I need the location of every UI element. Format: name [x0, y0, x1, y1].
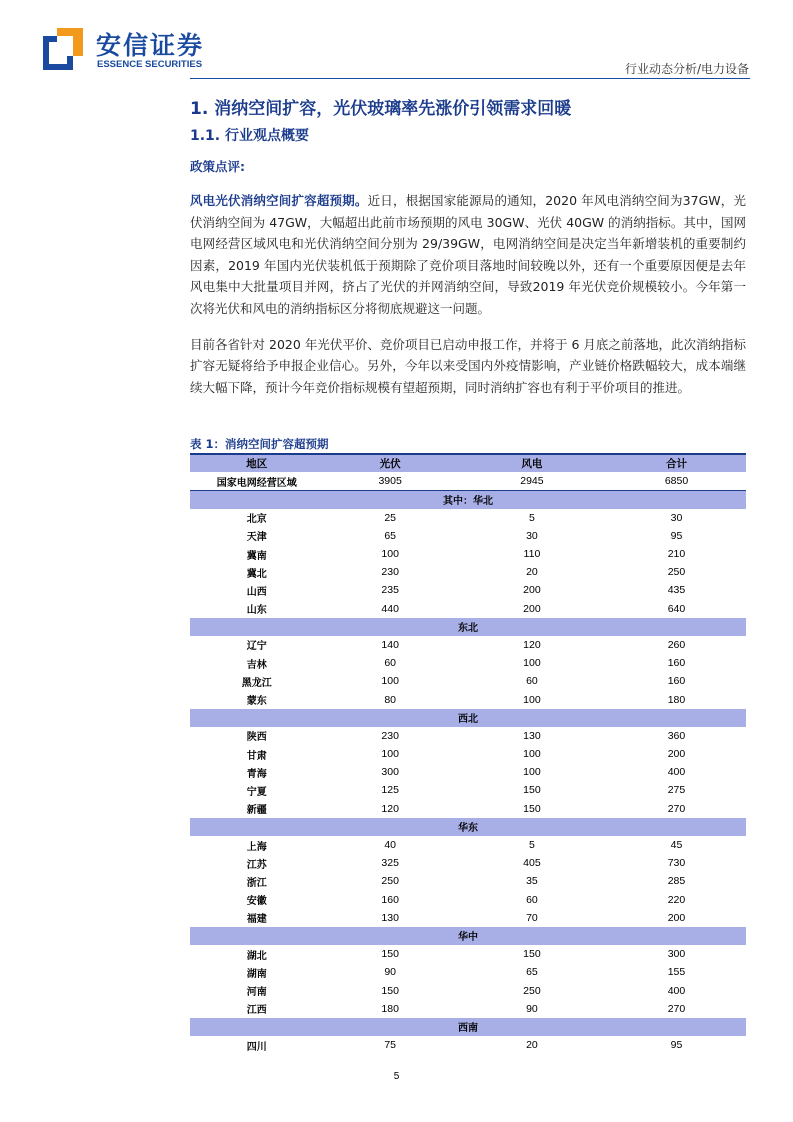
row-region: 江西 [246, 1005, 267, 1017]
row-region: 宁夏 [246, 786, 267, 798]
row-value: 200 [523, 584, 541, 597]
table-group-row [190, 709, 746, 727]
row-region: 冀北 [246, 568, 267, 580]
row-region: 甘肃 [246, 750, 267, 762]
header-region: 地区 [190, 454, 323, 472]
row-value: 75 [384, 1039, 396, 1052]
table-row [190, 1036, 746, 1054]
row-region: 安徽 [246, 896, 267, 908]
row-value: 250 [523, 984, 541, 997]
row-value: 80 [384, 693, 396, 706]
row-value: 160 [381, 893, 399, 906]
row-value: 90 [384, 966, 396, 979]
table-group-row [190, 618, 746, 636]
logo-icon [43, 28, 83, 70]
table-row [190, 781, 746, 799]
consumption-table [190, 453, 746, 1054]
row-value: 20 [526, 1039, 538, 1052]
row-value: 160 [667, 675, 686, 688]
table-row [190, 763, 746, 781]
row-value: 70 [526, 911, 538, 924]
report-category: 行业动态分析/电力设备 [624, 62, 749, 76]
row-value: 20 [526, 566, 538, 579]
table-row [190, 854, 746, 872]
row-value: 285 [667, 875, 686, 888]
row-region: 青海 [246, 768, 267, 780]
row-value: 300 [381, 766, 399, 779]
table-row-total [190, 472, 746, 490]
row-value: 120 [381, 802, 399, 815]
row-value: 100 [381, 748, 399, 761]
row-value: 730 [667, 857, 686, 870]
header-wind: 风电 [457, 454, 607, 472]
policy-comment-heading: 政策点评: [190, 159, 245, 174]
row-value: 60 [384, 657, 396, 670]
row-value: 30 [526, 529, 538, 542]
row-value: 360 [667, 729, 686, 742]
row-value: 150 [523, 784, 541, 797]
main-content [190, 97, 746, 398]
group-name: 西南 [190, 1018, 746, 1036]
row-value: 60 [526, 675, 538, 688]
row-value: 155 [667, 966, 686, 979]
row-region: 上海 [246, 841, 267, 853]
row-region: 北京 [246, 514, 267, 526]
table-row [190, 672, 746, 690]
row-value: 400 [667, 984, 686, 997]
header-divider [190, 78, 750, 79]
table-row [190, 963, 746, 981]
row-value: 160 [667, 657, 686, 670]
row-value: 100 [523, 766, 541, 779]
row-value: 110 [523, 548, 541, 561]
row-value: 230 [381, 566, 399, 579]
group-name: 东北 [190, 618, 746, 636]
row-value: 300 [667, 948, 686, 961]
row-region: 湖南 [246, 968, 267, 980]
row-value: 65 [526, 966, 538, 979]
table-row [190, 600, 746, 618]
row-value: 2945 [457, 472, 607, 490]
page-number: 5 [393, 1071, 400, 1082]
row-region: 吉林 [246, 659, 267, 671]
row-value: 180 [667, 693, 686, 706]
table-row [190, 1000, 746, 1018]
row-value: 270 [667, 802, 686, 815]
row-value: 100 [381, 548, 399, 561]
row-value: 35 [526, 875, 538, 888]
table-row [190, 800, 746, 818]
row-value: 30 [670, 511, 683, 524]
row-region: 福建 [246, 914, 267, 926]
subsection-heading: 1.1. 行业观点概要 [190, 128, 309, 144]
row-value: 235 [381, 584, 399, 597]
row-value: 200 [667, 911, 686, 924]
table-group-row [190, 1018, 746, 1036]
row-value: 435 [667, 584, 686, 597]
header-total: 合计 [607, 454, 746, 472]
group-name: 华东 [190, 818, 746, 836]
group-name: 其中：华北 [190, 490, 746, 508]
row-value: 100 [523, 657, 541, 670]
logo-text-en: ESSENCE SECURITIES [97, 59, 203, 70]
table-row [190, 690, 746, 708]
row-value: 200 [667, 748, 686, 761]
row-value: 150 [523, 802, 541, 815]
group-name: 西北 [190, 709, 746, 727]
row-region: 冀南 [246, 550, 267, 562]
row-region: 湖北 [246, 950, 267, 962]
row-value: 150 [381, 948, 399, 961]
row-value: 60 [526, 893, 538, 906]
row-value: 440 [381, 602, 399, 615]
table-row [190, 563, 746, 581]
row-region: 浙江 [246, 877, 267, 889]
table-row [190, 581, 746, 599]
row-value: 95 [670, 529, 683, 542]
table-row [190, 654, 746, 672]
row-value: 100 [523, 748, 541, 761]
section-heading: 1. 消纳空间扩容，光伏玻璃率先涨价引领需求回暖 [190, 99, 572, 119]
row-region: 新疆 [246, 805, 267, 817]
table-row [190, 909, 746, 927]
row-value: 25 [384, 511, 396, 524]
table-row [190, 636, 746, 654]
table-row [190, 836, 746, 854]
table-title: 表 1：消纳空间扩容超预期 [190, 437, 329, 451]
row-region: 山西 [246, 586, 267, 598]
paragraph-1-highlight: 风电光伏消纳空间扩容超预期。 [190, 193, 368, 208]
row-region: 河南 [246, 987, 267, 999]
row-value: 100 [381, 675, 399, 688]
logo-text-cn: 安信证券 [96, 31, 205, 60]
row-region: 天津 [246, 532, 267, 544]
row-value: 140 [381, 638, 399, 651]
row-region: 江苏 [246, 859, 267, 871]
table-row [190, 527, 746, 545]
row-region: 辽宁 [246, 641, 267, 653]
page-header [0, 0, 793, 80]
paragraph-1-body: 近日，根据国家能源局的通知，2020 年风电消纳空间为37GW，光伏消纳空间为 47GW，大幅超出此前市场预期的风电 30GW、光伏 40GW 的消纳指标。其中，国网电网经营区域风电和光伏消纳空间分别为 29/39GW，电网消纳空间是决定当年新增装机的重要制约因素，2019 年国内光伏装机低于预期除了竞价项目落地时间较晚以外，还有一个重要原因便是去年风电集中大批量项目并网，挤占了光伏的并网消纳空间，导致2019 年光伏竞价规模较小。今年第一次将光伏和风电的消纳指标区分将彻底规避这一问题。 [190, 193, 746, 316]
row-value: 400 [667, 766, 686, 779]
row-value: 5 [529, 511, 535, 524]
row-value: 150 [381, 984, 399, 997]
row-value: 150 [523, 948, 541, 961]
paragraph-1 [190, 190, 746, 320]
row-value: 180 [381, 1002, 399, 1015]
row-value: 3905 [323, 472, 456, 490]
table-row [190, 509, 746, 527]
row-value: 250 [667, 566, 686, 579]
row-value: 40 [384, 839, 396, 852]
row-value: 405 [523, 857, 541, 870]
table-body [190, 472, 746, 1054]
table-row [190, 981, 746, 999]
row-value: 325 [381, 857, 399, 870]
row-value: 210 [667, 548, 686, 561]
row-region: 黑龙江 [241, 677, 272, 689]
row-value: 5 [529, 839, 535, 852]
row-region: 国家电网经营区域 [190, 472, 323, 490]
row-value: 45 [670, 839, 683, 852]
table-row [190, 872, 746, 890]
table-row [190, 727, 746, 745]
row-value: 230 [381, 729, 399, 742]
row-value: 220 [667, 893, 686, 906]
header-pv: 光伏 [323, 454, 456, 472]
row-value: 100 [523, 693, 541, 706]
row-region: 陕西 [246, 732, 267, 744]
row-value: 275 [667, 784, 686, 797]
row-value: 640 [667, 602, 686, 615]
paragraph-2: 目前各省针对 2020 年光伏平价、竞价项目已启动申报工作，并将于 6 月底之前落地，此次消纳指标扩容无疑将给予申报企业信心。另外，今年以来受国内外疫情影响，产业链价格跌幅较大，成本端继续大幅下降，预计今年竞价指标规模有望超预期，同时消纳扩容也有利于平价项目的推进。 [190, 336, 746, 395]
group-name: 华中 [190, 927, 746, 945]
row-value: 120 [523, 638, 541, 651]
row-region: 蒙东 [246, 696, 267, 708]
table-group-row [190, 927, 746, 945]
row-value: 270 [667, 1002, 686, 1015]
table-row [190, 891, 746, 909]
row-value: 250 [381, 875, 399, 888]
table-row [190, 545, 746, 563]
row-value: 6850 [607, 472, 746, 490]
row-value: 125 [381, 784, 399, 797]
row-region: 四川 [246, 1041, 267, 1053]
row-value: 65 [384, 529, 396, 542]
row-value: 130 [523, 729, 541, 742]
table-group-row [190, 490, 746, 508]
table-row [190, 945, 746, 963]
row-value: 260 [667, 638, 686, 651]
row-value: 90 [526, 1002, 538, 1015]
row-region: 山东 [246, 605, 267, 617]
table-row [190, 745, 746, 763]
row-value: 200 [523, 602, 541, 615]
row-value: 130 [381, 911, 399, 924]
row-value: 95 [670, 1039, 683, 1052]
table-header-row [190, 454, 746, 472]
table-group-row [190, 818, 746, 836]
